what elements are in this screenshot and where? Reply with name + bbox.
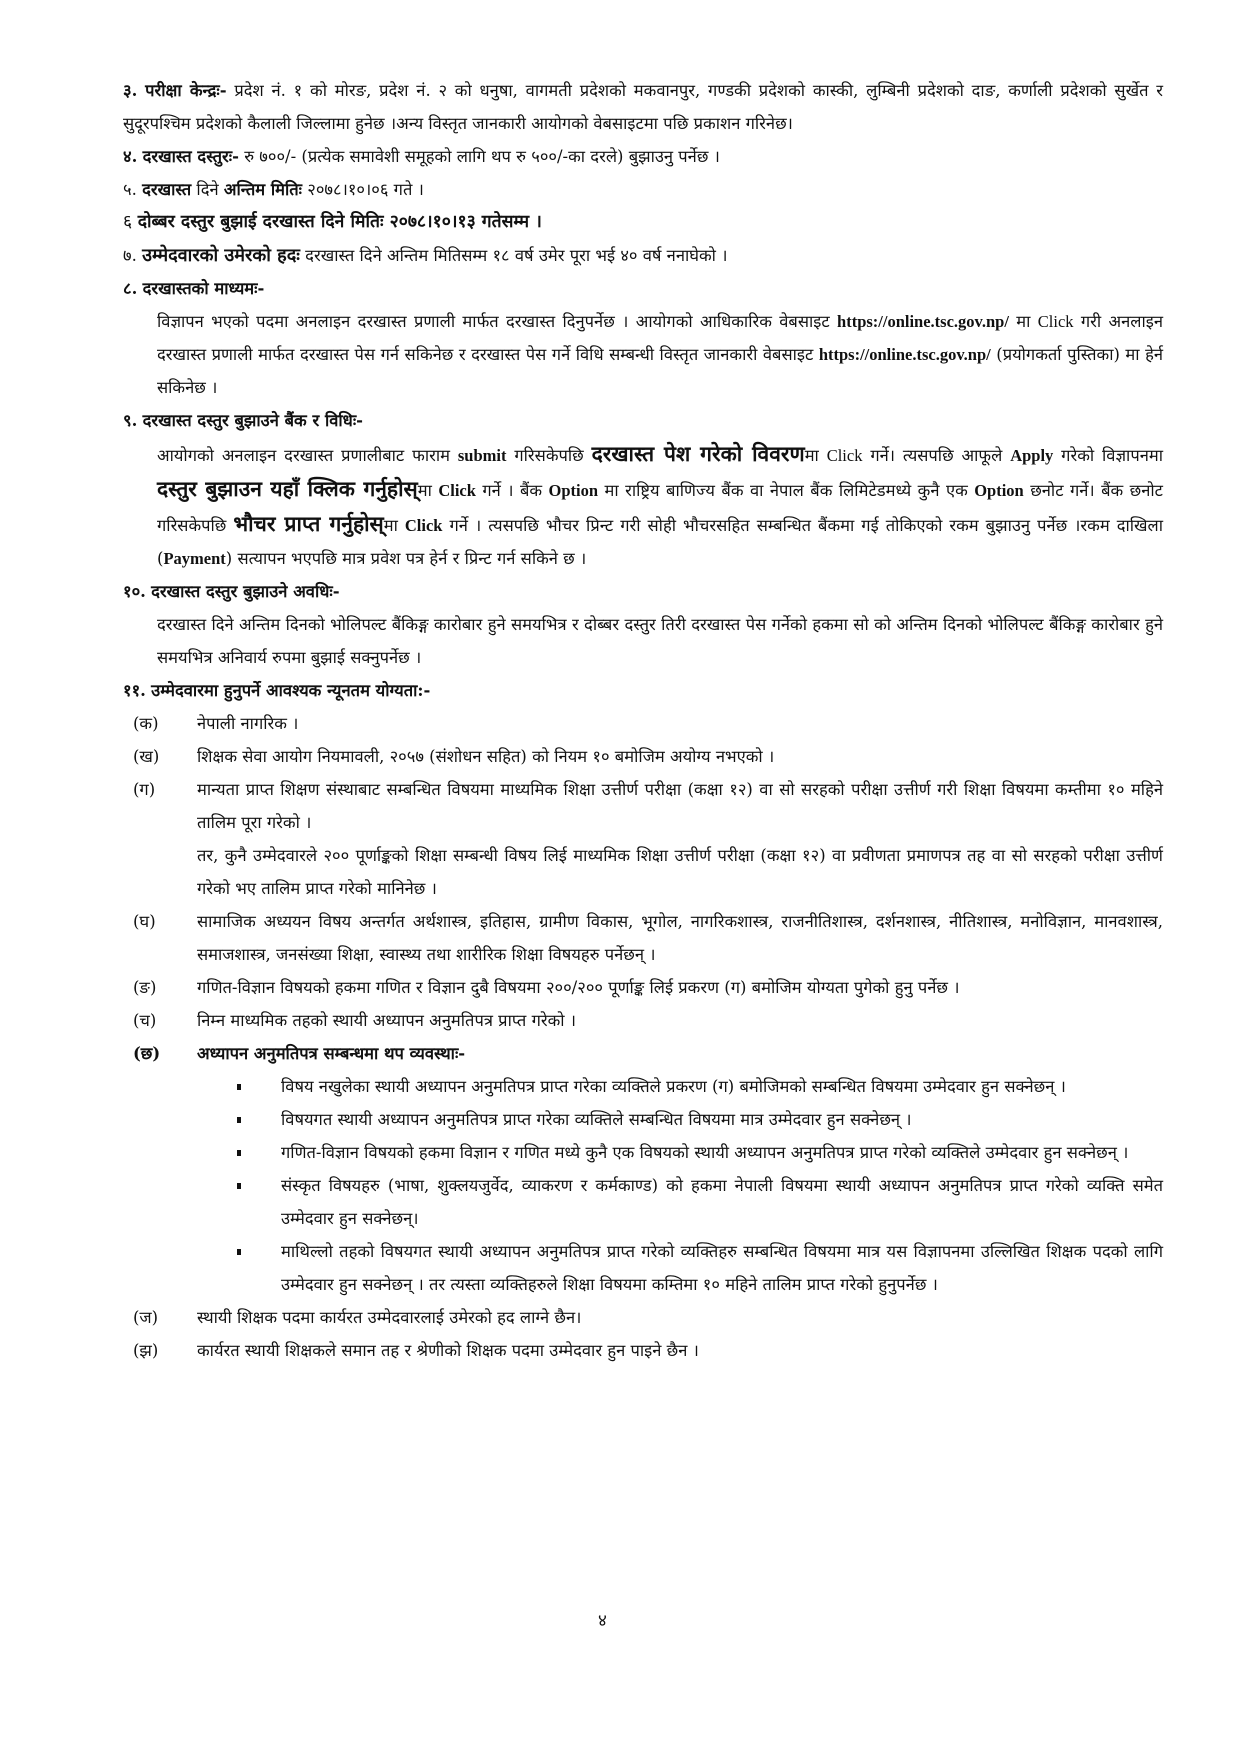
- text-run: गर्ने । त्यसपछि भौचर प्रिन्ट गरी सोही भौचरसहित सम्बन्धित बैंकमा गई तोकिएको रकम बुझाउनु पर्नेछ ।रकम दाखिला (: [157, 516, 1163, 568]
- bullet-icon: [233, 1136, 281, 1169]
- list-item: [233, 1235, 1163, 1301]
- click-word: Click: [404, 516, 443, 535]
- click-word: Click: [1037, 312, 1074, 331]
- text-run: मा राष्ट्रिय बाणिज्य बैंक वा नेपाल बैंक लिमिटेडमध्ये कुनै एक: [598, 481, 975, 500]
- license-provisions-list: [233, 1070, 1163, 1301]
- apply-word: Apply: [1010, 446, 1054, 465]
- text-run: विज्ञापन भएको पदमा अनलाइन दरखास्त प्रणाली मार्फत दरखास्त दिनुपर्नेछ । आयोगको आधिकारिक वेबसाइट: [157, 312, 838, 331]
- option-word: Option: [548, 481, 599, 500]
- qualification-item: [131, 707, 1163, 740]
- text-run: गरेको विज्ञापनमा: [1053, 446, 1164, 465]
- section-number: ५.: [123, 180, 137, 199]
- text-run: गर्ने । बैंक: [475, 481, 549, 500]
- section-heading: [123, 404, 1163, 437]
- qualification-item: [131, 1037, 1163, 1070]
- emphasis-application-details: दरखास्त पेश गरेको विवरण: [591, 441, 805, 466]
- item-text: [197, 773, 1163, 905]
- section-number: ४.: [123, 147, 138, 166]
- text-run: छनोट गर्ने। बैंक छनोट गरिसकेपछि: [157, 481, 1163, 535]
- item-label: (ज): [133, 1308, 159, 1327]
- section-minimum-qualification: [123, 674, 1163, 1367]
- item-label: (झ): [133, 1341, 159, 1360]
- item-text: नेपाली नागरिक ।: [197, 714, 299, 733]
- list-item-text: गणित-विज्ञान विषयको हकमा विज्ञान र गणित मध्ये कुनै एक विषयको स्थायी अध्यापन अनुमतिपत्र प्राप्त गरेको व्यक्तिले उम्मेदवार हुन सक्नेछन् ।: [281, 1143, 1129, 1162]
- emphasis-get-voucher: भौचर प्राप्त गर्नुहोस्: [233, 511, 384, 536]
- click-word: Click: [438, 481, 476, 500]
- section-title-mid: दिने: [191, 180, 224, 199]
- qualification-item: [131, 971, 1163, 1004]
- submit-word: submit: [457, 446, 507, 465]
- section-title: दरखास्त दस्तुर बुझाउने अवधिः-: [151, 582, 340, 601]
- list-item-text: विषयगत स्थायी अध्यापन अनुमतिपत्र प्राप्त गरेका व्यक्तिले सम्बन्धित विषयमा मात्र उम्मेदवार हुन सक्नेछन् ।: [281, 1110, 912, 1129]
- section-number: ९.: [123, 411, 138, 430]
- section-number: ६: [123, 212, 133, 232]
- section-deadline: [123, 173, 1163, 206]
- item-label: (ग): [133, 780, 156, 799]
- item-label: (च): [133, 1011, 157, 1030]
- section-title: उम्मेदवारको उमेरको हदः: [142, 245, 300, 266]
- text-run: मा: [383, 516, 405, 535]
- item-label: (क): [133, 714, 159, 733]
- text-run: ) सत्यापन भएपछि मात्र प्रवेश पत्र हेर्न र प्रिन्ट गर्न सकिने छ ।: [225, 549, 587, 568]
- item-label: (घ): [133, 912, 156, 931]
- item-label: (ङ): [133, 978, 157, 997]
- list-item: [233, 1169, 1163, 1235]
- section-age-limit: [123, 239, 1163, 272]
- section-text: प्रदेश नं. १ को मोरङ, प्रदेश नं. २ को धनुषा, वागमती प्रदेशको मकवानपुर, गण्डकी प्रदेशको कास्की, लुम्बिनी प्रदेशको दाङ, कर्णाली प्रदेशको सुर्खेत र सुदूरपश्चिम प्रदेशको कैलाली जिल्लामा हुनेछ ।अन्य विस्तृत जानकारी आयोगको वेबसाइटमा पछि प्रकाशन गरिनेछ।: [123, 81, 1163, 133]
- bullet-icon: [233, 1103, 281, 1136]
- section-application-medium: [123, 272, 1163, 404]
- list-item: [233, 1070, 1163, 1103]
- section-text: २०७८।१०।०६ गते ।: [302, 180, 424, 199]
- emphasis-pay-fee-click-here: दस्तुर बुझाउन यहाँ क्लिक गर्नुहोस्: [157, 476, 418, 501]
- section-application-fee: [123, 140, 1163, 173]
- section-title: दरखास्त दस्तुर बुझाउने बैंक र विधिः-: [142, 411, 363, 430]
- section-number: ३.: [123, 81, 138, 100]
- item-text: अध्यापन अनुमतिपत्र सम्बन्धमा थप व्यवस्थाः-: [197, 1044, 466, 1063]
- section-title: उम्मेदवारमा हुनुपर्ने आवश्यक न्यूनतम योग्यता:-: [151, 681, 431, 700]
- list-item: [233, 1103, 1163, 1136]
- item-text: स्थायी शिक्षक पदमा कार्यरत उम्मेदवारलाई उमेरको हद लाग्ने छैन।: [197, 1308, 582, 1327]
- text-run: मा: [417, 481, 439, 500]
- item-text: कार्यरत स्थायी शिक्षकले समान तह र श्रेणीको शिक्षक पदमा उम्मेदवार हुन पाइने छैन ।: [197, 1341, 699, 1360]
- item-text: सामाजिक अध्ययन विषय अन्तर्गत अर्थशास्त्र, इतिहास, ग्रामीण विकास, भूगोल, नागरिकशास्त्र, राजनीतिशास्त्र, दर्शनशास्त्र, नीतिशास्त्र, मनोविज्ञान, मानवशास्त्र, समाजशास्त्र, जनसंख्या शिक्षा, स्वास्थ्य तथा शारीरिक शिक्षा विषयहरु पर्नेछन् ।: [197, 912, 1163, 964]
- section-title-b: अन्तिम मितिः: [223, 180, 303, 199]
- section-text: रु ७००/- (प्रत्येक समावेशी समूहको लागि थप रु ५००/-का दरले) बुझाउनु पर्नेछ ।: [238, 147, 720, 166]
- option-word: Option: [974, 481, 1024, 500]
- section-title: दरखास्तको माध्यमः-: [142, 279, 265, 298]
- section-number: ११.: [123, 681, 146, 700]
- item-main-text: मान्यता प्राप्त शिक्षण संस्थाबाट सम्बन्धित विषयमा माध्यमिक शिक्षा उत्तीर्ण परीक्षा (कक्षा १२) वा सो सरहको परीक्षा उत्तीर्ण गरी शिक्षा विषयमा कम्तीमा १० महिने तालिम पूरा गरेको ।: [197, 780, 1163, 832]
- bullet-icon: [233, 1235, 281, 1301]
- bullet-icon: [233, 1169, 281, 1235]
- list-item: [233, 1136, 1163, 1169]
- list-item-text: विषय नखुलेका स्थायी अध्यापन अनुमतिपत्र प्राप्त गरेका व्यक्तिले प्रकरण (ग) बमोजिमको सम्बन्धित विषयमा उम्मेदवार हुन सक्नेछन् ।: [281, 1077, 1066, 1096]
- text-run: मा: [1008, 312, 1038, 331]
- section-number: १०.: [123, 582, 146, 601]
- item-label: (छ): [133, 1044, 161, 1063]
- item-proviso-text: तर, कुनै उम्मेदवारले २०० पूर्णाङ्कको शिक्षा सम्बन्धी विषय लिई माध्यमिक शिक्षा उत्तीर्ण परीक्षा (कक्षा १२) वा प्रवीणता प्रमाणपत्र तह वा सो सरहको परीक्षा उत्तीर्ण गरेको भए तालिम प्राप्त गरेको मानिनेछ ।: [197, 846, 1163, 898]
- click-word: Click: [826, 446, 863, 465]
- bullet-icon: [233, 1070, 281, 1103]
- qualification-item: [131, 740, 1163, 773]
- qualification-item: [131, 1004, 1163, 1037]
- qualification-item: [131, 1301, 1163, 1334]
- website-link[interactable]: https://online.tsc.gov.np/: [818, 345, 991, 364]
- section-text: दरखास्त दिने अन्तिम मितिसम्म १८ वर्ष उमेर पूरा भई ४० वर्ष ननाघेको ।: [299, 246, 728, 265]
- section-fee-payment-period: [123, 575, 1163, 674]
- text-run: आयोगको अनलाइन दरखास्त प्रणालीबाट फाराम: [157, 446, 458, 465]
- page-number: ४: [598, 1611, 607, 1631]
- item-text: शिक्षक सेवा आयोग नियमावली, २०५७ (संशोधन सहित) को नियम १० बमोजिम अयोग्य नभएको ।: [197, 747, 775, 766]
- section-heading: [123, 674, 1163, 707]
- item-text: गणित-विज्ञान विषयको हकमा गणित र विज्ञान दुबै विषयमा २००/२०० पूर्णाङ्क लिई प्रकरण (ग) बमोजिम योग्यता पुगेको हुनु पर्नेछ ।: [197, 978, 960, 997]
- qualification-item: [131, 1334, 1163, 1367]
- section-fee-payment-method: [123, 404, 1163, 575]
- qualification-item: [131, 905, 1163, 971]
- payment-word: Payment: [163, 549, 226, 568]
- list-item-text: माथिल्लो तहको विषयगत स्थायी अध्यापन अनुमतिपत्र प्राप्त गरेको व्यक्तिहरु सम्बन्धित विषयमा मात्र यस विज्ञापनमा उल्लिखित शिक्षक पदको लागि उम्मेदवार हुन सक्नेछन् । तर त्यस्ता व्यक्तिहरुले शिक्षा विषयमा कम्तिमा १० महिने तालिम प्राप्त गरेको हुनुपर्नेछ ।: [281, 1242, 1163, 1294]
- section-title: दरखास्त दस्तुरः-: [142, 147, 239, 166]
- section-title-a: दरखास्त: [142, 180, 192, 199]
- text-run: गर्ने। त्यसपछि आफूले: [862, 446, 1011, 465]
- document-body: [123, 74, 1163, 1367]
- section-paragraph: [123, 437, 1163, 575]
- text-run: मा: [804, 446, 827, 465]
- item-label: (ख): [133, 747, 160, 766]
- website-link[interactable]: https://online.tsc.gov.np/: [837, 312, 1009, 331]
- section-exam-center: [123, 74, 1163, 140]
- section-number: ८.: [123, 279, 138, 298]
- section-text: दोब्बर दस्तुर बुझाई दरखास्त दिने मितिः २०७८।१०।१३ गतेसम्म ।: [137, 212, 542, 232]
- text-run: (प्रयोगकर्ता पुस्तिका) मा हेर्न सकिनेछ ।: [157, 345, 1164, 397]
- list-item-text: संस्कृत विषयहरु (भाषा, शुक्लयजुर्वेद, व्याकरण र कर्मकाण्ड) को हकमा नेपाली विषयमा स्थायी अध्यापन अनुमतिपत्र प्राप्त गरेको व्यक्ति समेत उम्मेदवार हुन सक्नेछन्।: [281, 1176, 1163, 1228]
- section-double-fee-date: [123, 206, 1163, 239]
- section-number: ७.: [123, 246, 137, 265]
- text-run: गरी अनलाइन दरखास्त प्रणाली मार्फत दरखास्त पेस गर्न सकिनेछ र दरखास्त पेस गर्ने विधि सम्बन्धी विस्तृत जानकारी वेबसाइट: [157, 312, 1164, 364]
- text-run: गरिसकेपछि: [506, 446, 592, 465]
- item-text: निम्न माध्यमिक तहको स्थायी अध्यापन अनुमतिपत्र प्राप्त गरेको ।: [197, 1011, 577, 1030]
- section-paragraph: दरखास्त दिने अन्तिम दिनको भोलिपल्ट बैंकिङ्ग कारोबार हुने समयभित्र र दोब्बर दस्तुर तिरी दरखास्त पेस गर्नेको हकमा सो को अन्तिम दिनको भोलिपल्ट बैंकिङ्ग कारोबार हुने समयभित्र अनिवार्य रुपमा बुझाई सक्नुपर्नेछ ।: [157, 615, 1163, 667]
- qualification-item: [131, 773, 1163, 905]
- section-title: परीक्षा केन्द्रः-: [145, 81, 227, 100]
- section-paragraph: [123, 305, 1163, 404]
- section-heading: [123, 272, 1163, 305]
- section-heading: [123, 575, 1163, 608]
